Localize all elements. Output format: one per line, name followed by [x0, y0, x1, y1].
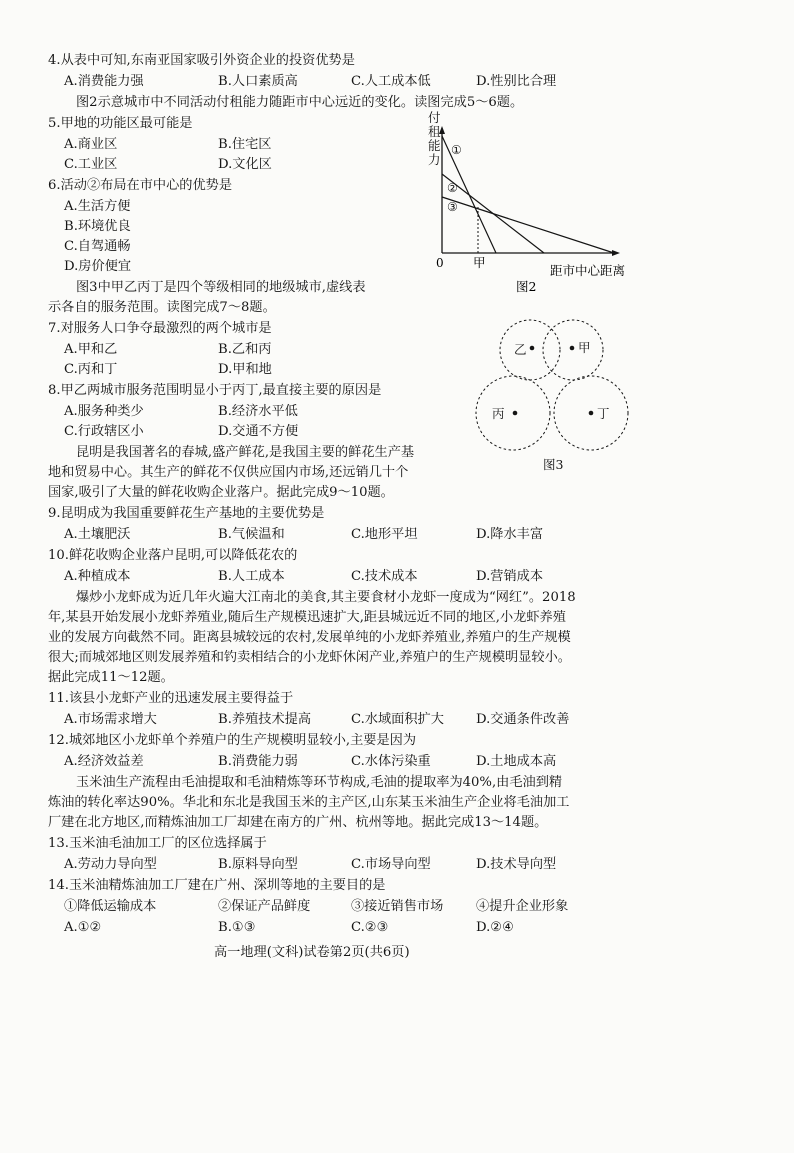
q5-stem: 5.甲地的功能区最可能是 [48, 116, 193, 131]
q14-choice-2: ②保证产品鲜度 [218, 899, 311, 914]
q11-option-b: B.养殖技术提高 [218, 712, 312, 727]
passage-11-12-line-1: 爆炒小龙虾成为近几年火遍大江南北的美食,其主要食材小龙虾一度成为“网红”。2018 [76, 590, 576, 605]
q12-option-c: C.水体污染重 [351, 754, 431, 769]
q14-stem: 14.玉米油精炼油加工厂建在广州、深圳等地的主要目的是 [48, 878, 386, 893]
passage-13-14-line-1: 玉米油生产流程由毛油提取和毛油精炼等环节构成,毛油的提取率为40%,由毛油到精 [76, 775, 563, 790]
q14-choice-3: ③接近销售市场 [351, 899, 444, 914]
q7-option-c: C.丙和丁 [64, 362, 118, 377]
q5-option-c: C.工业区 [64, 157, 118, 172]
q14-choice-4: ④提升企业形象 [476, 899, 569, 914]
q6-stem: 6.活动②布局在市中心的优势是 [48, 178, 233, 193]
q7-option-d: D.甲和地 [218, 362, 272, 377]
passage-13-14-line-3: 厂建在北方地区,而精炼油加工厂却建在南方的广州、杭州等地。据此完成13～14题。 [48, 815, 548, 830]
q10-stem: 10.鲜花收购企业落户昆明,可以降低花农的 [48, 548, 298, 563]
q8-option-b: B.经济水平低 [218, 404, 298, 419]
q12-option-d: D.土地成本高 [476, 754, 557, 769]
q13-stem: 13.玉米油毛油加工厂的区位选择属于 [48, 836, 267, 851]
q14-option-b: B.①③ [218, 920, 256, 935]
fig3-label-jia: 甲 [578, 340, 591, 355]
q13-option-d: D.技术导向型 [476, 857, 557, 872]
q10-option-c: C.技术成本 [351, 569, 418, 584]
q14-choice-1: ①降低运输成本 [64, 899, 157, 914]
q5-option-b: B.住宅区 [218, 137, 272, 152]
q8-option-a: A.服务种类少 [64, 404, 144, 419]
q12-option-b: B.消费能力弱 [218, 754, 298, 769]
figure-2-chart [418, 110, 648, 295]
fig3-caption: 图3 [543, 457, 564, 472]
passage-11-12-line-5: 据此完成11～12题。 [48, 670, 174, 685]
q11-stem: 11.该县小龙虾产业的迅速发展主要得益于 [48, 691, 294, 706]
q4-stem: 4.从表中可知,东南亚国家吸引外资企业的投资优势是 [48, 53, 355, 68]
q11-option-d: D.交通条件改善 [476, 712, 570, 727]
q7-option-a: A.甲和乙 [64, 342, 118, 357]
fig2-ylabel-char-1: 付 [428, 110, 441, 125]
q7-stem: 7.对服务人口争夺最激烈的两个城市是 [48, 321, 272, 336]
fig3-label-yi: 乙 [514, 342, 527, 357]
q6-option-c: C.自驾通畅 [64, 239, 131, 254]
q6-option-d: D.房价便宜 [64, 259, 132, 274]
passage-11-12-line-3: 业的发展方向截然不同。距离县城较远的农村,发展单纯的小龙虾养殖业,养殖户的生产规模 [48, 630, 571, 645]
q4-option-b: B.人口素质高 [218, 74, 298, 89]
passage-9-10-line-3: 国家,吸引了大量的鲜花收购企业落户。据此完成9～10题。 [48, 485, 394, 500]
intro-7-8-line-2: 示各自的服务范围。读图完成7～8题。 [48, 300, 276, 315]
q11-option-a: A.市场需求增大 [64, 712, 157, 727]
passage-13-14-line-2: 炼油的转化率达90%。华北和东北是我国玉米的主产区,山东某玉米油生产企业将毛油加工 [48, 795, 570, 810]
passage-11-12-line-2: 年,某县开始发展小龙虾养殖业,随后生产规模迅速扩大,距县城远近不同的地区,小龙虾养殖 [48, 610, 566, 625]
q13-option-b: B.原料导向型 [218, 857, 298, 872]
q7-option-b: B.乙和丙 [218, 342, 272, 357]
q9-option-b: B.气候温和 [218, 527, 285, 542]
passage-9-10-line-2: 地和贸易中心。其生产的鲜花不仅供应国内市场,还远销几十个 [48, 465, 409, 480]
q9-option-d: D.降水丰富 [476, 527, 544, 542]
q14-option-a: A.①② [64, 920, 102, 935]
fig2-jia-label: 甲 [473, 255, 486, 270]
fig2-caption: 图2 [516, 279, 537, 294]
page-footer: 高一地理(文科)试卷第2页(共6页) [214, 945, 410, 960]
q13-option-c: C.市场导向型 [351, 857, 431, 872]
intro-5-6: 图2示意城市中不同活动付租能力随距市中心远近的变化。读图完成5～6题。 [76, 95, 524, 110]
figure-3-diagram [470, 310, 660, 475]
q4-option-a: A.消费能力强 [64, 74, 144, 89]
fig2-ylabel-char-2: 租 [428, 124, 441, 139]
q8-option-d: D.交通不方便 [218, 424, 299, 439]
fig2-label-3: ③ [447, 200, 458, 214]
q13-option-a: A.劳动力导向型 [64, 857, 157, 872]
fig3-dot-jia [570, 346, 575, 351]
q9-option-a: A.土壤肥沃 [64, 527, 131, 542]
q6-option-a: A.生活方便 [64, 199, 131, 214]
fig2-origin: 0 [436, 256, 444, 270]
fig2-ylabel-char-3: 能 [428, 138, 441, 153]
q12-stem: 12.城郊地区小龙虾单个养殖户的生产规模明显较小,主要是因为 [48, 733, 417, 748]
fig3-dot-bing [513, 411, 518, 416]
q8-stem: 8.甲乙两城市服务范围明显小于丙丁,最直接主要的原因是 [48, 383, 382, 398]
q14-option-d: D.②④ [476, 920, 514, 935]
q11-option-c: C.水域面积扩大 [351, 712, 444, 727]
q10-option-d: D.营销成本 [476, 569, 544, 584]
q6-option-b: B.环境优良 [64, 219, 131, 234]
q4-option-d: D.性别比合理 [476, 74, 557, 89]
fig2-label-2: ② [447, 181, 458, 195]
fig2-ylabel-char-4: 力 [428, 152, 441, 167]
q10-option-a: A.种植成本 [64, 569, 131, 584]
fig3-dot-ding [589, 411, 594, 416]
q5-option-d: D.文化区 [218, 157, 272, 172]
fig2-x-label: 距市中心距离 [550, 263, 626, 278]
q10-option-b: B.人工成本 [218, 569, 285, 584]
q4-option-c: C.人工成本低 [351, 74, 431, 89]
fig2-label-1: ① [451, 143, 462, 157]
q9-stem: 9.昆明成为我国重要鲜花生产基地的主要优势是 [48, 506, 325, 521]
q14-option-c: C.②③ [351, 920, 389, 935]
q12-option-a: A.经济效益差 [64, 754, 144, 769]
q8-option-c: C.行政辖区小 [64, 424, 144, 439]
fig2-line-3 [442, 197, 614, 253]
fig3-dot-yi [530, 346, 535, 351]
q9-option-c: C.地形平坦 [351, 527, 418, 542]
q5-option-a: A.商业区 [64, 137, 118, 152]
fig3-label-ding: 丁 [597, 406, 610, 421]
fig3-label-bing: 丙 [492, 406, 505, 421]
passage-11-12-line-4: 很大;而城郊地区则发展养殖和钓卖相结合的小龙虾休闲产业,养殖户的生产规模明显较小。 [48, 650, 571, 665]
intro-7-8-line-1: 图3中甲乙丙丁是四个等级相同的地级城市,虚线表 [76, 280, 366, 295]
passage-9-10-line-1: 昆明是我国著名的春城,盛产鲜花,是我国主要的鲜花生产基 [76, 445, 415, 460]
